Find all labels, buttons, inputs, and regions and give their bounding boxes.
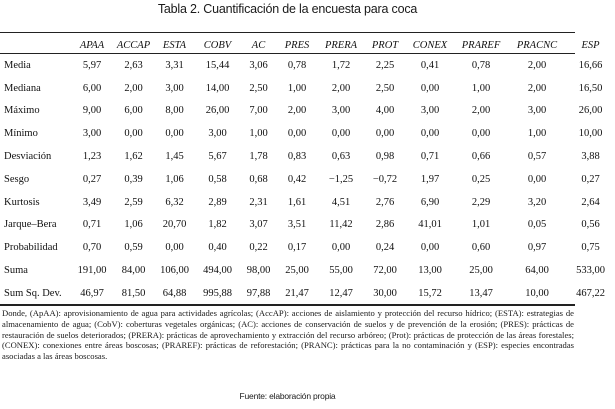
table-cell: 64,00 (525, 265, 549, 277)
header-cell-accap: ACCAP (116, 40, 151, 51)
table-cell: 6,00 (82, 82, 102, 94)
table-row (0, 77, 615, 100)
table-cell: 1,45 (165, 151, 184, 163)
table-cell: 72,00 (373, 265, 397, 277)
table-cell: 14,00 (205, 82, 230, 94)
table-cell: 0,00 (420, 242, 440, 254)
table-cell: 1,01 (471, 219, 491, 231)
row-label: Probabilidad (4, 242, 58, 254)
table-cell: 2,00 (287, 105, 307, 117)
table-cell: 1,00 (471, 82, 491, 94)
table-cell: 7,00 (249, 105, 268, 117)
table-cell: 0,00 (420, 128, 440, 140)
table-cell: 1,00 (527, 128, 547, 140)
table-title: Tabla 2. Cuantificación de la encuesta para coca (157, 2, 418, 16)
table-row (0, 122, 615, 145)
table-cell: 3,00 (208, 128, 227, 140)
table-cell: 0,25 (471, 173, 491, 185)
table-row (0, 145, 615, 168)
table-cell: 0,75 (581, 242, 600, 254)
table-cell: 0,00 (471, 128, 491, 140)
table-cell: 98,00 (246, 265, 271, 277)
table-cell: 97,88 (246, 287, 271, 299)
table-cell: 2,76 (375, 196, 395, 208)
table-top-rule (0, 32, 575, 33)
table-cell: 26,00 (205, 105, 230, 117)
statistics-table (0, 37, 615, 305)
row-label: Media (4, 59, 31, 71)
table-cell: 6,32 (165, 196, 184, 208)
table-cell: 1,00 (249, 128, 268, 140)
table-cell: 467,22 (576, 287, 605, 299)
table-cell: 3,00 (165, 82, 184, 94)
table-cell: 30,00 (373, 287, 397, 299)
table-cell: 0,71 (82, 219, 102, 231)
table-cell: 0,00 (331, 242, 351, 254)
table-cell: 0,57 (527, 151, 547, 163)
table-cell: 81,50 (121, 287, 146, 299)
table-cell: 2,00 (527, 82, 547, 94)
table-cell: 2,89 (208, 196, 227, 208)
table-cell: 2,00 (527, 59, 547, 71)
table-footnote: Donde, (ApAA): aprovisionamiento de agua para actividades agrícolas; (AccAP): acciones de aislamiento y protección del recurso hídrico; (ESTA): estrategias de almacenamiento de agua; (CobV): coberturas vegetales orgánicas; (AC): acciones de conservación de suelos y de prevención de la erosión; (PRES): prácticas de restauración de suelos deteriorados; (PRERA): prácticas de aprovechamiento y extracción del recurso arbóreo; (Prot): prácticas de protección de las áreas forestales; (CONEX): conexiones entre áreas boscosas; (PRAREF): prácticas de reforestación; (PRANC): prácticas para la no contaminación y (ESP): especies encontradas asociadas a las áreas boscosas. (2, 308, 574, 362)
table-cell: 0,00 (124, 128, 143, 140)
table-cell: 3,31 (165, 59, 184, 71)
table-cell: 0,70 (82, 242, 102, 254)
table-cell: 12,47 (329, 287, 353, 299)
table-cell: 10,00 (525, 287, 549, 299)
header-cell-conex: CONEX (412, 40, 448, 51)
table-cell: 25,00 (285, 265, 309, 277)
table-cell: 2,50 (375, 82, 395, 94)
table-cell: 1,82 (208, 219, 227, 231)
table-cell: 0,05 (527, 219, 547, 231)
table-cell: 2,50 (249, 82, 268, 94)
table-cell: 11,42 (329, 219, 353, 231)
table-cell: 1,23 (82, 151, 102, 163)
header-cell-cobv: COBV (203, 40, 232, 51)
table-cell: 0,17 (287, 242, 307, 254)
table-cell: 16,50 (578, 82, 603, 94)
table-cell: 0,39 (124, 173, 143, 185)
table-cell: 0,83 (287, 151, 307, 163)
table-cell: 1,61 (287, 196, 307, 208)
table-row (0, 54, 615, 77)
table-cell: 41,01 (418, 219, 442, 231)
header-cell-stub (0, 37, 72, 54)
table-cell: 2,29 (471, 196, 491, 208)
table-cell: 533,00 (576, 265, 605, 277)
table-row (0, 100, 615, 123)
header-cell-pracnc: PRACNC (516, 40, 558, 51)
header-cell-praref: PRAREF (461, 40, 501, 51)
table-cell: 3,00 (331, 105, 351, 117)
table-cell: 2,00 (331, 82, 351, 94)
table-cell: 2,25 (375, 59, 395, 71)
row-label: Sesgo (4, 173, 30, 185)
table-cell: 0,68 (249, 173, 268, 185)
table-cell: 8,00 (165, 105, 184, 117)
table-cell: 13,47 (469, 287, 493, 299)
table-cell: 0,24 (375, 242, 395, 254)
table-cell: 0,41 (420, 59, 440, 71)
header-cell-apaa: APAA (79, 40, 105, 51)
table-cell: 55,00 (329, 265, 353, 277)
table-cell: 26,00 (578, 105, 603, 117)
table-cell: 13,00 (418, 265, 442, 277)
table-cell: 1,06 (165, 173, 184, 185)
row-label: Desviación (4, 151, 52, 163)
table-cell: 0,27 (82, 173, 102, 185)
table-cell: 2,31 (249, 196, 268, 208)
table-row (0, 259, 615, 282)
table-cell: 4,51 (331, 196, 351, 208)
table-cell: 0,59 (124, 242, 143, 254)
table-cell: 3,00 (82, 128, 102, 140)
table-cell: 0,00 (420, 82, 440, 94)
table-row (0, 191, 615, 214)
table-bottom-rule (0, 304, 575, 306)
header-cell-prot: PROT (371, 40, 399, 51)
table-cell: 3,06 (249, 59, 268, 71)
table-cell: 1,62 (124, 151, 143, 163)
row-label: Sum Sq. Dev. (4, 287, 62, 299)
table-cell: 0,56 (581, 219, 600, 231)
table-cell: 0,22 (249, 242, 268, 254)
header-bottom-rule (0, 53, 575, 54)
table-cell: 1,00 (287, 82, 307, 94)
table-cell: 0,40 (208, 242, 227, 254)
header-cell-pres: PRES (284, 40, 310, 51)
table-row (0, 168, 615, 191)
table-cell: 9,00 (82, 105, 102, 117)
row-label: Máximo (4, 105, 40, 117)
table-cell: 2,00 (471, 105, 491, 117)
table-cell: 0,00 (287, 128, 307, 140)
table-cell: 2,00 (124, 82, 143, 94)
table-cell: 6,90 (420, 196, 440, 208)
table-cell: 25,00 (469, 265, 493, 277)
row-label: Suma (4, 265, 28, 277)
table-cell: 16,66 (578, 59, 603, 71)
table-cell: 0,71 (420, 151, 440, 163)
table-cell: 5,97 (82, 59, 102, 71)
table-row (0, 236, 615, 259)
table-source: Fuente: elaboración propia (239, 391, 336, 401)
table-cell: 995,88 (203, 287, 232, 299)
row-label: Jarque–Bera (4, 219, 57, 231)
table-cell: 15,44 (205, 59, 230, 71)
table-cell: 0,42 (287, 173, 307, 185)
table-cell: 0,27 (581, 173, 600, 185)
table-cell: 3,88 (581, 151, 600, 163)
table-cell: 3,00 (527, 105, 547, 117)
table-cell: 20,70 (162, 219, 187, 231)
table-cell: 3,49 (82, 196, 102, 208)
table-cell: 1,97 (420, 173, 440, 185)
table-cell: 2,86 (375, 219, 395, 231)
table-cell: 64,88 (162, 287, 187, 299)
table-cell: 15,72 (418, 287, 442, 299)
table-cell: 0,00 (165, 242, 184, 254)
table-cell: 3,07 (249, 219, 268, 231)
table-cell: 0,00 (165, 128, 184, 140)
table-cell: 1,72 (331, 59, 351, 71)
table-cell: 0,00 (331, 128, 351, 140)
table-cell: 0,00 (375, 128, 395, 140)
table-cell: 0,78 (471, 59, 491, 71)
table-cell: 0,58 (208, 173, 227, 185)
table-cell: 1,06 (124, 219, 143, 231)
table-header-row (0, 37, 615, 54)
table-cell: 3,00 (420, 105, 440, 117)
table-cell: 84,00 (121, 265, 146, 277)
header-cell-ac: AC (251, 40, 266, 51)
table-cell: 2,63 (124, 59, 143, 71)
header-cell-esta: ESTA (162, 40, 187, 51)
table-row (0, 214, 615, 237)
table-cell: 1,78 (249, 151, 268, 163)
table-cell: 0,63 (331, 151, 351, 163)
table-cell: 5,67 (208, 151, 227, 163)
table-body (0, 54, 615, 305)
table-cell: 0,78 (287, 59, 307, 71)
table-cell: 2,64 (581, 196, 600, 208)
table-cell: 191,00 (77, 265, 107, 277)
table-cell: 106,00 (160, 265, 189, 277)
header-cell-prera: PRERA (324, 40, 358, 51)
table-cell: 0,97 (527, 242, 547, 254)
table-cell: 2,59 (124, 196, 143, 208)
row-label: Kurtosis (4, 196, 40, 208)
table-cell: −0,72 (372, 173, 398, 185)
row-label: Mediana (4, 82, 41, 94)
table-cell: 21,47 (285, 287, 309, 299)
table-cell: 3,20 (527, 196, 547, 208)
header-cell-esp: ESP (581, 40, 600, 51)
table-cell: 6,00 (124, 105, 143, 117)
table-cell: 3,51 (287, 219, 307, 231)
table-cell: 0,60 (471, 242, 491, 254)
row-label: Mínimo (4, 128, 38, 140)
table-cell: 4,00 (375, 105, 395, 117)
table-cell: −1,25 (328, 173, 354, 185)
table-cell: 494,00 (203, 265, 232, 277)
table-row (0, 282, 615, 305)
table-cell: 0,00 (527, 173, 547, 185)
table-cell: 0,98 (375, 151, 395, 163)
table-cell: 0,66 (471, 151, 491, 163)
table-cell: 46,97 (80, 287, 104, 299)
table-cell: 10,00 (578, 128, 603, 140)
